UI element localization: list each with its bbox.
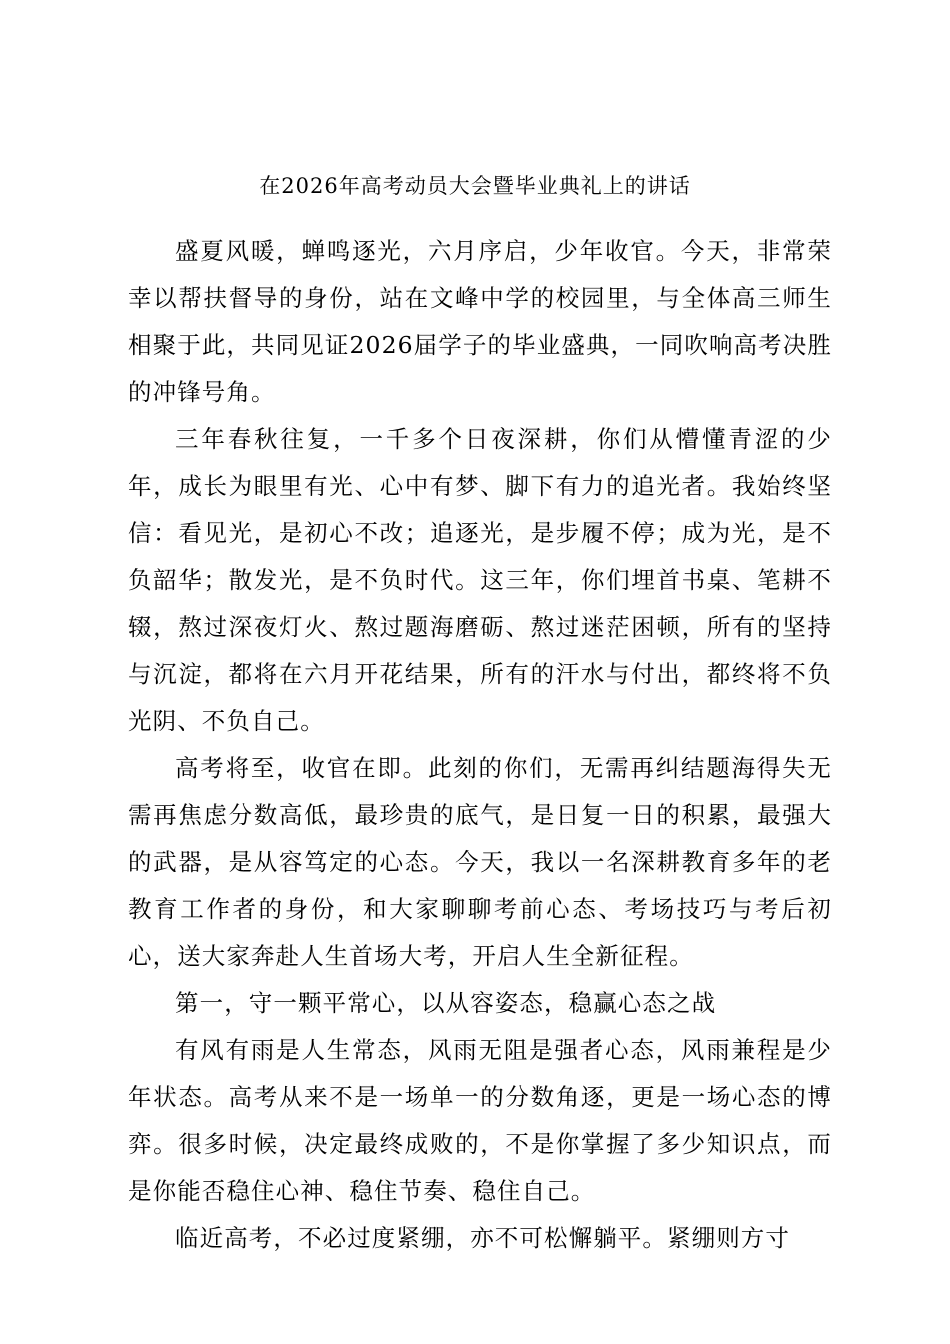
paragraph-opening: 盛夏风暖，蝉鸣逐光，六月序启，少年收官。今天，非常荣幸以帮扶督导的身份，站在文峰中学的校园里，与全体高三师生相聚于此，共同见证2026届学子的毕业盛典，一同吹响高考决胜的冲锋号角。 (128, 237, 832, 406)
paragraph-before-exam: 临近高考，不必过度紧绷，亦不可松懈躺平。紧绷则方寸 (175, 1224, 790, 1252)
paragraph-exam-approaching: 高考将至，收官在即。此刻的你们，无需再纠结题海得失无需再焦虑分数高低，最珍贵的底气，是日复一日的积累，最强大的武器，是从容笃定的心态。今天，我以一名深耕教育多年的老教育工作者的身份，和大家聊聊考前心态、考场技巧与考后初心，送大家奔赴人生首场大考，开启人生全新征程。 (128, 754, 832, 970)
paragraph-mindset: 有风有雨是人生常态，风雨无阻是强者心态，风雨兼程是少年状态。高考从来不是一场单一的分数角逐，更是一场心态的博弈。很多时候，决定最终成败的，不是你掌握了多少知识点，而是你能否稳住心神、稳住节奏、稳住自己。 (128, 1036, 832, 1205)
paragraph-three-years: 三年春秋往复，一千多个日夜深耕，你们从懵懂青涩的少年，成长为眼里有光、心中有梦、脚下有力的追光者。我始终坚信：看见光，是初心不改；追逐光，是步履不停；成为光，是不负韶华；散发光，是不负时代。这三年，你们埋首书桌、笔耕不辍，熬过深夜灯火、熬过题海磨砺、熬过迷茫困顿，所有的坚持与沉淀，都将在六月开花结果，所有的汗水与付出，都终将不负光阴、不负自己。 (128, 425, 832, 735)
document-body (128, 228, 832, 1262)
page-title: 在2026年高考动员大会暨毕业典礼上的讲话 (259, 174, 691, 198)
section-heading-first: 第一，守一颗平常心，以从容姿态，稳赢心态之战 (175, 989, 717, 1017)
